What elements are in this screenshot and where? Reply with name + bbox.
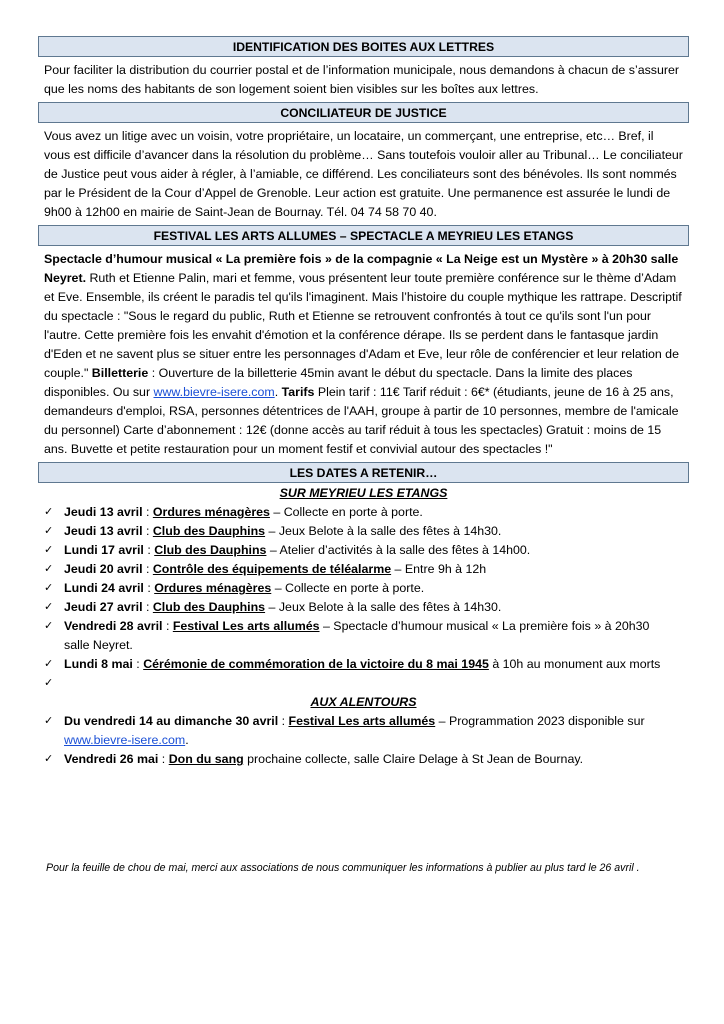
conciliateur-text: Vous avez un litige avec un voisin, votre propriétaire, un locataire, un commerçant, une entreprise, etc… Bref, il vous est difficile d’avancer dans la résolution du problème… Sans toutefois vouloir aller au Tribunal… Le conciliateur de Justice peut vous aider à régler, à l’amiable, ce différend. Les conciliateurs sont des bénévoles. Ils sont nommés par le Président de la Cour d’Appel de Grenoble. Leur action est gratuite. Une permanence est assurée le lundi de 9h00 à 12h00 en mairie de Saint-Jean de Bournay. Tél. 04 74 58 70 40. — [44, 129, 683, 219]
date-item — [38, 598, 689, 617]
event-detail: – Spectacle d’humour musical « La première fois » à 20h30 salle Neyret. — [64, 619, 650, 652]
event-detail: – Collecte en porte à porte. — [269, 505, 423, 519]
date-item — [38, 522, 689, 541]
date-label: Vendredi 28 avril — [64, 619, 163, 633]
checkmark-icon: ✓ — [44, 677, 54, 689]
date-item — [38, 503, 689, 522]
date-separator: : — [278, 714, 289, 728]
checkmark-icon: ✓ — [44, 544, 54, 556]
event-detail: – Atelier d’activités à la salle des fêtes à 14h00. — [266, 543, 531, 557]
section-title-boites: IDENTIFICATION DES BOITES AUX LETTRES — [38, 36, 689, 57]
event-name: Festival Les arts allumés — [288, 714, 436, 728]
checkmark-icon: ✓ — [44, 715, 54, 727]
tarifs-label: Tarifs — [281, 385, 315, 399]
checkmark-icon: ✓ — [44, 506, 54, 518]
tarifs-text: Plein tarif : 11€ Tarif réduit : 6€* (étudiants, jeune de 16 à 25 ans, demandeurs d'emploi, RSA, personnes détentrices de l'AAH, groupe à partir de 10 personnes, membre de l'amicale du personnel) Carte d’abonnement : 12€ (donne accès au tarif réduit à tous les spectacles) Gratuit : moins de 15 ans. Buvette et petite restauration pour un moment festif et convivial autour des spectacles !" — [44, 385, 679, 456]
festival-intro: Spectacle d’humour musical « La première fois » de la compagnie « La Neige est un Mystère » à 20h30 salle Neyret. — [44, 252, 679, 285]
meyrieu-dates-list — [38, 503, 689, 689]
bievre-isere-link[interactable]: www.bievre-isere.com — [153, 385, 275, 399]
event-detail: à 10h au monument aux morts — [488, 657, 661, 671]
checkmark-icon: ✓ — [44, 563, 54, 575]
date-separator: : — [143, 581, 155, 595]
festival-description: Ruth et Etienne Palin, mari et femme, vous présentent leur toute première conférence sur le thème d’Adam et Eve. Ensemble, ils créent le paradis tel qu'ils l'imaginent. Mais l’histoire du couple mythique les rattrape. Descriptif du spectacle : "Sous le regard du public, Ruth et Etienne se retrouvent confrontés à tout ce qu'ils sont l'un pour l'autre. Cette première fois les envahit d'émotion et la conférence dérape. Ils se perdent dans le fantasque jardin d'Eden et ne savent plus se situer entre les personnages d'Adam et Eve, leur rôle de conférencier et leur relation de couple." — [44, 271, 682, 380]
event-name: Club des Dauphins — [152, 524, 266, 538]
date-separator: : — [158, 752, 169, 766]
alentours-dates-list — [38, 712, 689, 769]
event-detail: prochaine collecte, salle Claire Delage à St Jean de Bournay. — [243, 752, 584, 766]
event-name: Contrôle des équipements de téléalarme — [152, 562, 392, 576]
section-title-festival: FESTIVAL LES ARTS ALLUMES – SPECTACLE A MEYRIEU LES ETANGS — [38, 225, 689, 246]
billetterie-text: : Ouverture de la billetterie 45min avant le début du spectacle. Dans la limite des places disponibles. Ou sur — [44, 366, 633, 399]
bievre-isere-link[interactable]: www.bievre-isere.com — [64, 733, 186, 747]
date-item — [38, 750, 689, 769]
event-name: Club des Dauphins — [154, 543, 267, 557]
footer-note: Pour la feuille de chou de mai, merci aux associations de nous communiquer les informations à publier au plus tard le 26 avril . — [46, 862, 640, 874]
date-label: Jeudi 20 avril — [64, 562, 143, 576]
date-item — [38, 560, 689, 579]
event-name: Ordures ménagères — [152, 505, 270, 519]
event-detail: – Entre 9h à 12h — [391, 562, 487, 576]
date-label: Du vendredi 14 au dimanche 30 avril — [64, 714, 279, 728]
date-label: Jeudi 13 avril — [64, 505, 143, 519]
section-title-dates: LES DATES A RETENIR… — [38, 462, 689, 483]
event-name: Festival Les arts allumés — [172, 619, 320, 633]
date-item — [38, 579, 689, 598]
newsletter-page — [38, 36, 689, 769]
event-name: Don du sang — [168, 752, 244, 766]
date-separator: : — [143, 543, 155, 557]
date-separator: : — [142, 505, 153, 519]
date-separator: : — [142, 562, 153, 576]
alentours-heading: AUX ALENTOURS — [310, 695, 417, 709]
date-item — [38, 712, 689, 750]
date-item — [38, 541, 689, 560]
checkmark-icon: ✓ — [44, 658, 54, 670]
checkmark-icon: ✓ — [44, 620, 54, 632]
checkmark-icon: ✓ — [44, 753, 54, 765]
date-item — [38, 655, 689, 674]
boites-text: Pour faciliter la distribution du courrier postal et de l’information municipale, nous demandons à chacun de s’assurer que les noms des habitants de son logement soient bien visibles sur les boîtes aux lettres. — [44, 63, 680, 96]
date-label: Jeudi 13 avril — [64, 524, 143, 538]
section-title-conciliateur: CONCILIATEUR DE JUSTICE — [38, 102, 689, 123]
date-label: Jeudi 27 avril — [64, 600, 143, 614]
event-name: Ordures ménagères — [154, 581, 272, 595]
event-detail: – Programmation 2023 disponible sur — [435, 714, 645, 728]
checkmark-icon: ✓ — [44, 582, 54, 594]
event-name: Club des Dauphins — [152, 600, 266, 614]
date-separator: : — [132, 657, 144, 671]
event-name: Cérémonie de commémoration de la victoire du 8 mai 1945 — [143, 657, 489, 671]
event-detail: – Jeux Belote à la salle des fêtes à 14h30. — [265, 600, 502, 614]
checkmark-icon: ✓ — [44, 525, 54, 537]
event-detail: – Collecte en porte à porte. — [271, 581, 425, 595]
date-item — [38, 617, 689, 655]
date-label: Lundi 24 avril — [64, 581, 144, 595]
date-label: Lundi 8 mai — [64, 657, 133, 671]
event-tail: . — [185, 733, 189, 747]
meyrieu-heading: SUR MEYRIEU LES ETANGS — [279, 486, 448, 500]
date-label: Lundi 17 avril — [64, 543, 144, 557]
checkmark-icon: ✓ — [44, 601, 54, 613]
festival-text — [38, 246, 689, 462]
date-label: Vendredi 26 mai — [64, 752, 159, 766]
festival-text-sep: . — [274, 385, 282, 399]
date-separator: : — [142, 524, 153, 538]
billetterie-label: Billetterie — [91, 366, 149, 380]
date-separator: : — [162, 619, 173, 633]
date-separator: : — [142, 600, 153, 614]
event-detail: – Jeux Belote à la salle des fêtes à 14h30. — [265, 524, 502, 538]
